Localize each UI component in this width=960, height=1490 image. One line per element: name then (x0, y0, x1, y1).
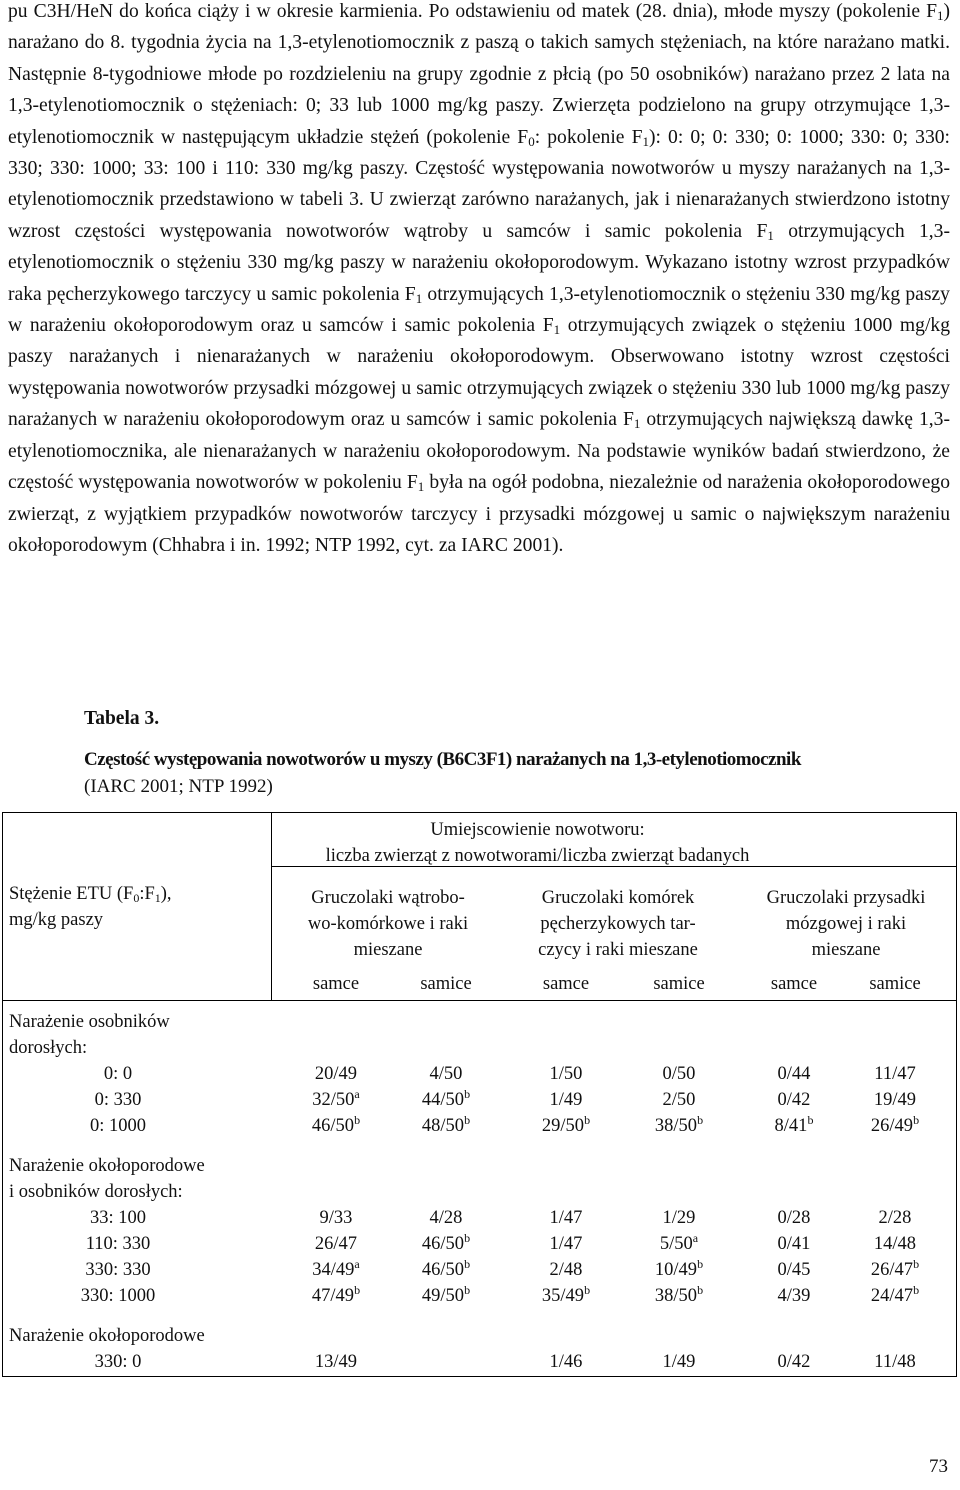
value-cell: 1/49 (662, 1352, 696, 1372)
value-cell: 14/48 (873, 1234, 917, 1254)
value-cell: 11/47 (874, 1064, 916, 1084)
value-cell: 0/45 (777, 1260, 811, 1280)
value-cell: 1/49 (549, 1090, 583, 1110)
significance-marker: b (464, 1257, 471, 1271)
value-column (281, 1061, 391, 1139)
significance-marker: b (913, 1283, 920, 1297)
value-column (511, 1061, 621, 1139)
significance-marker: b (464, 1231, 471, 1245)
value-cell: 9/33 (319, 1208, 353, 1228)
value-column (281, 1205, 391, 1309)
significance-marker: a (354, 1257, 360, 1271)
significance-marker: b (464, 1113, 471, 1127)
value-cell: 49/50$^b$ (421, 1283, 471, 1306)
table-rule (3, 1000, 956, 1001)
value-cell: 0/28 (777, 1208, 811, 1228)
value-cell: 11/48 (874, 1352, 916, 1372)
significance-marker: b (697, 1257, 704, 1271)
value-cell: 35/49$^b$ (541, 1283, 591, 1306)
section-3-label: Narażenie okołoporodowe (9, 1326, 205, 1346)
value-column (281, 1349, 391, 1375)
sex-label: samice (653, 974, 705, 994)
significance-marker: b (913, 1257, 920, 1271)
sex-label: samce (770, 974, 818, 994)
value-cell: 20/49 (314, 1064, 358, 1084)
value-cell: 1/29 (662, 1208, 696, 1228)
value-column (840, 1349, 950, 1375)
page-number: 73 (929, 1456, 948, 1477)
value-cell: 32/50$^a$ (312, 1087, 360, 1110)
value-cell: 19/49 (873, 1090, 917, 1110)
value-cell: 46/50$^b$ (421, 1257, 471, 1280)
value-cell: 13/49 (314, 1352, 358, 1372)
value-cell: 4/28 (429, 1208, 463, 1228)
value-column (739, 1205, 849, 1309)
significance-marker: b (807, 1113, 814, 1127)
value-column (840, 1205, 950, 1309)
value-cell: 26/49$^b$ (870, 1113, 920, 1136)
value-cell: 2/50 (662, 1090, 696, 1110)
value-cell: 38/50$^b$ (654, 1283, 704, 1306)
value-cell: 0/41 (777, 1234, 811, 1254)
body-paragraph: pu C3H/HeN do końca ciąży i w okresie karmienia. Po odstawieniu od matek (28. dnia), młode myszy (pokolenie $F_1$) narażano do 8. tygodnia życia na 1,3-etylenotiomocznik z paszą o takich samych stężeniach, na które narażano matki. Następnie 8-tygodniowe młode po rozdzieleniu na grupy zgodnie z płcią (po 50 osobników) narażano przez 2 lata na 1,3-etylenotiomocznik o stężeniach: 0; 33 lub 1000 mg/kg paszy. Zwierzęta podzielono na grupy otrzymujące 1,3-etylenotiomocznik w następującym układzie stężeń (pokolenie $F_0$: pokolenie $F_1$): 0: 0; 0: 330; 0: 1000; 330: 0; 330: 330; 330: 1000; 33: 100 i 110: 330 mg/kg paszy. Częstość występowania nowotworów u myszy narażanych na 1,3-etylenotiomocznik przedstawiono w tabeli 3. U zwierząt zarówno narażanych, jak i nienarażanych stwierdzono istotny wzrost częstości występowania nowotworów wątroby u samców i samic pokolenia $F_1$ otrzymujących 1,3-etylenotiomocznik o stężeniu 330 mg/kg paszy w narażeniu okołoporodowym. Wykazano istotny wzrost przypadków raka pęcherzykowego tarczycy u samic pokolenia $F_1$ otrzymujących 1,3-etylenotiomocznik o stężeniu 330 mg/kg paszy w narażeniu okołoporodowym oraz u samców i samic pokolenia $F_1$ otrzymujących związek o stężeniu 1000 mg/kg paszy narażanych i nienarażanych w narażeniu okołoporodowym. Obserwowano istotny wzrost częstości występowania nowotworów przysadki mózgowej u samic otrzymujących związek o stężeniu 330 lub 1000 mg/kg paszy narażanych w narażeniu okołoporodowym oraz u samców i samic pokolenia $F_1$ otrzymujących największą dawkę 1,3-etylenotiomocznika, ale nienarażanych w narażeniu okołoporodowym. Na podstawie wyników badań stwierdzono, że częstość występowania nowotworów w pokoleniu $F_1$ była na ogół podobna, niezależnie od narażenia okołoporodowego zwierząt, z wyjątkiem przypadków nowotworów tarczycy i przysadki mózgowej u samic o największym narażeniu okołoporodowym (Chhabra i in. 1992; NTP 1992, cyt. za IARC 2001). (8, 1, 950, 556)
value-cell: 1/50 (549, 1064, 583, 1084)
value-cell: 0/44 (777, 1064, 811, 1084)
value-column (624, 1205, 734, 1309)
value-cell: 26/47$^b$ (870, 1257, 920, 1280)
sex-label: samce (542, 974, 590, 994)
table-number: Tabela 3. (84, 708, 160, 729)
significance-marker: a (692, 1231, 699, 1245)
value-column (511, 1205, 621, 1309)
value-cell: 2/28 (878, 1208, 912, 1228)
value-cell: 0/42 (777, 1352, 811, 1372)
value-column (391, 1205, 501, 1309)
group-header: Umiejscowienie nowotworu: liczba zwierząt z nowotworami/liczba zwierząt badanych (325, 820, 750, 866)
value-cell: 47/49$^b$ (311, 1283, 361, 1306)
value-column (840, 1061, 950, 1139)
col-header-pituitary: Gruczolaki przysadki mózgowej i raki mieszane (766, 888, 926, 960)
section-3-doses: 330: 0 (94, 1352, 142, 1372)
significance-marker: b (584, 1113, 591, 1127)
value-cell: 1/47 (549, 1234, 583, 1254)
significance-marker: b (354, 1283, 361, 1297)
value-cell (391, 1349, 501, 1375)
sex-label: samice (869, 974, 921, 994)
significance-marker: b (697, 1283, 704, 1297)
table-title-text: Częstość występowania nowotworów u myszy (B6C3F1) narażanych na 1,3-etylenotiomocznik (84, 749, 801, 770)
value-column (511, 1349, 621, 1375)
value-cell: 0/42 (777, 1090, 811, 1110)
value-column (391, 1061, 501, 1139)
value-cell: 1/47 (549, 1208, 583, 1228)
table-source: (IARC 2001; NTP 1992) (84, 776, 273, 797)
col-header-thyroid: Gruczolaki komórek pęcherzykowych tar- czycy i raki mieszane (538, 888, 698, 960)
significance-marker: b (354, 1113, 361, 1127)
value-cell: 1/46 (549, 1352, 583, 1372)
stub-header: Stężenie ETU $(F_0:F_1)$, mg/kg paszy (9, 884, 172, 930)
value-column (739, 1061, 849, 1139)
value-cell: 46/50$^b$ (311, 1113, 361, 1136)
value-cell: 10/49$^b$ (654, 1257, 704, 1280)
value-cell: 5/50$^a$ (659, 1231, 699, 1254)
section-2-doses: 33: 100 110: 330 330: 330 330: 1000 (80, 1208, 156, 1306)
value-cell: 48/50$^b$ (421, 1113, 471, 1136)
significance-marker: b (464, 1087, 471, 1101)
sex-label: samce (312, 974, 360, 994)
value-cell: 24/47$^b$ (870, 1283, 920, 1306)
value-cell: 4/39 (777, 1286, 811, 1306)
value-cell: 29/50$^b$ (541, 1113, 591, 1136)
significance-marker: b (584, 1283, 591, 1297)
value-column (624, 1061, 734, 1139)
value-column (391, 1349, 501, 1375)
value-cell: 0/50 (662, 1064, 696, 1084)
significance-marker: a (354, 1087, 360, 1101)
value-cell: 26/47 (314, 1234, 358, 1254)
value-column (739, 1349, 849, 1375)
section-1-label: Narażenie osobników dorosłych: (9, 1012, 170, 1058)
value-cell: 2/48 (549, 1260, 583, 1280)
significance-marker: b (697, 1113, 704, 1127)
data-table (2, 812, 957, 1377)
value-column (624, 1349, 734, 1375)
col-header-liver: Gruczolaki wątrobo- wo-komórkowe i raki mieszane (307, 888, 469, 960)
value-cell: 4/50 (429, 1064, 463, 1084)
value-cell: 34/49$^a$ (312, 1257, 360, 1280)
sex-label: samice (420, 974, 472, 994)
section-1-doses: 0: 0 0: 330 0: 1000 (89, 1064, 146, 1136)
value-cell: 44/50$^b$ (421, 1087, 471, 1110)
significance-marker: b (464, 1283, 471, 1297)
section-2-label: Narażenie okołoporodowe i osobników dorosłych: (9, 1156, 205, 1202)
value-cell: 8/41$^b$ (774, 1113, 814, 1136)
value-cell: 46/50$^b$ (421, 1231, 471, 1254)
table-title (84, 746, 952, 800)
significance-marker: b (913, 1113, 920, 1127)
value-cell: 38/50$^b$ (654, 1113, 704, 1136)
